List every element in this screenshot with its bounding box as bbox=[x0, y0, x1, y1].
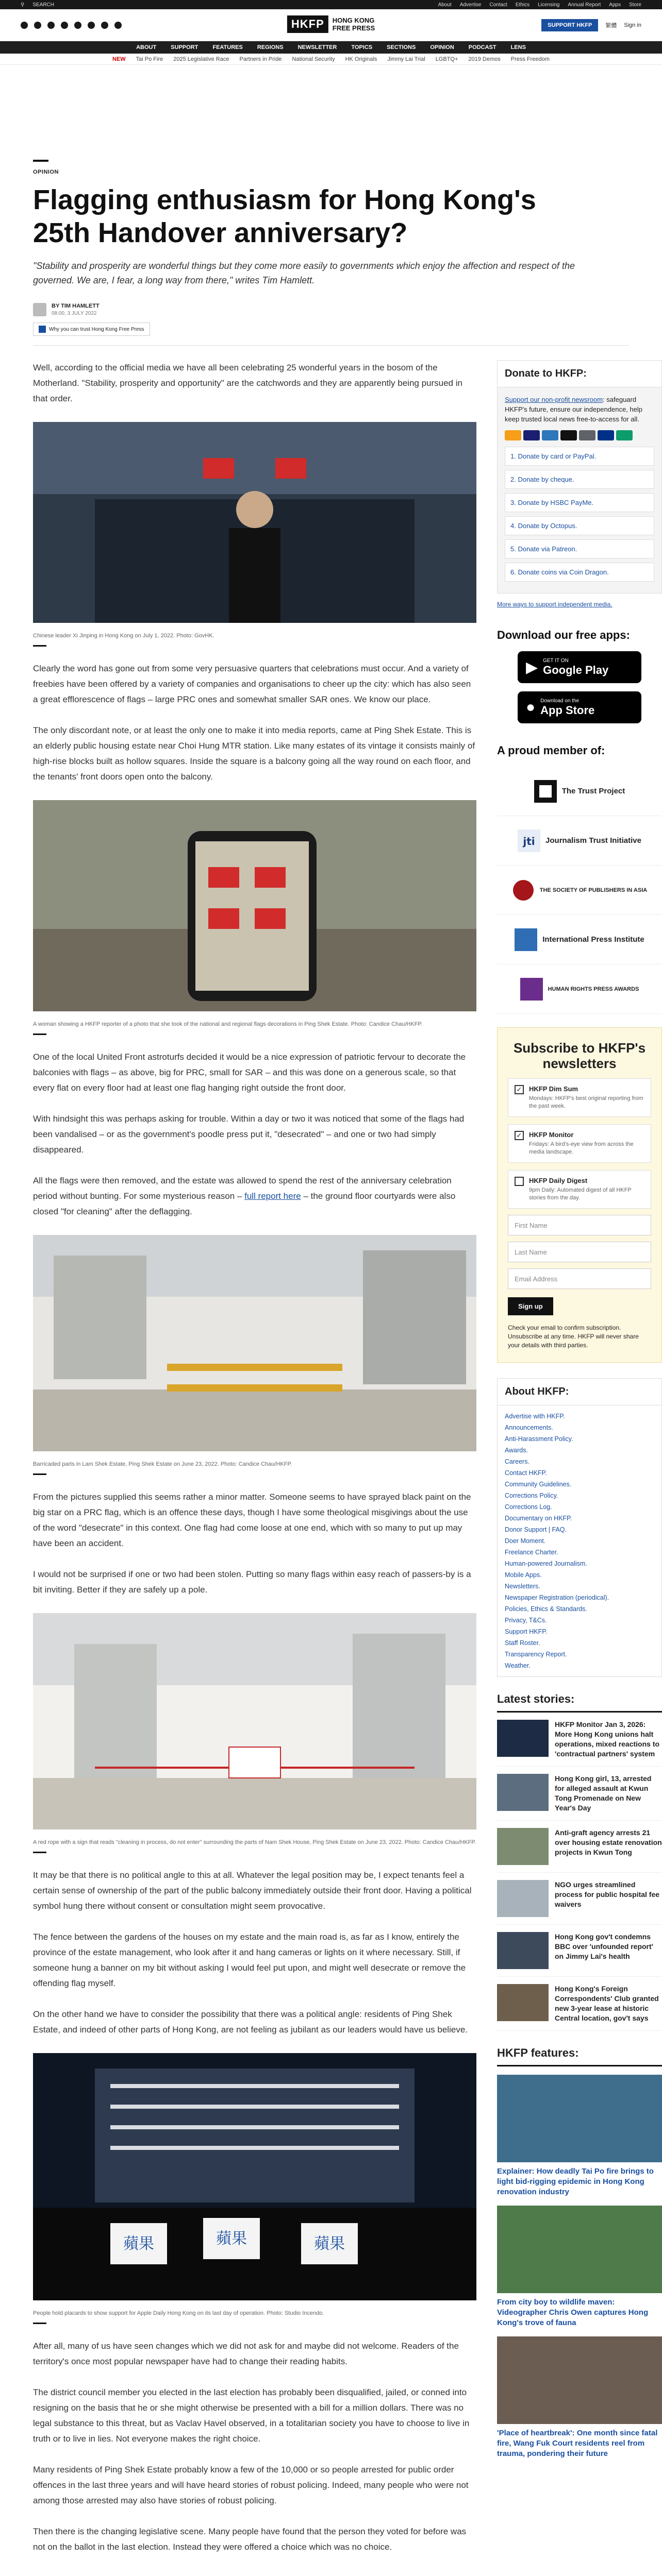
newsletter-title: Subscribe to HKFP's newsletters bbox=[513, 1040, 646, 1071]
latest-story[interactable] bbox=[497, 1767, 662, 1821]
about-link[interactable]: Community Guidelines. bbox=[505, 1481, 572, 1488]
caption-rule bbox=[33, 645, 46, 647]
member-name: HUMAN RIGHTS PRESS AWARDS bbox=[548, 986, 639, 992]
jti-icon bbox=[518, 829, 540, 852]
trending-link[interactable]: Tai Po Fire bbox=[136, 56, 163, 62]
threads-icon[interactable] bbox=[61, 22, 68, 29]
nav-item[interactable]: ABOUT bbox=[136, 44, 157, 50]
nav-item[interactable]: FEATURES bbox=[212, 44, 243, 50]
about-link[interactable]: Support HKFP. bbox=[505, 1628, 548, 1635]
divider bbox=[33, 345, 629, 346]
x-icon[interactable] bbox=[34, 22, 41, 29]
logo-line: FREE PRESS bbox=[332, 24, 375, 32]
telegram-icon[interactable] bbox=[101, 22, 108, 29]
svg-text:jti: jti bbox=[523, 835, 535, 848]
apple-icon: ● bbox=[526, 699, 536, 716]
about-link[interactable]: Contact HKFP. bbox=[505, 1469, 547, 1477]
trust-icon bbox=[39, 326, 46, 333]
member-name: THE SOCIETY OF PUBLISHERS IN ASIA bbox=[539, 887, 648, 893]
signin-link[interactable]: Sign in bbox=[624, 22, 641, 28]
member-name: The Trust Project bbox=[561, 786, 625, 795]
feature-title[interactable]: 'Place of heartbreak': One month since fatal fire, Wang Fuk Court residents reel from trauma, pondering their future bbox=[497, 2429, 658, 2458]
article-standfirst: "Stability and prosperity are wonderful things but they come more easily to governments which enjoy the affection and respect of the governed. We are, I fear, a long way from there," writes Tim Hamlett. bbox=[33, 261, 575, 285]
trending-link[interactable]: Partners in Pride bbox=[239, 56, 282, 62]
trust-badge[interactable] bbox=[33, 323, 150, 336]
trending-link[interactable]: HK Originals bbox=[345, 56, 377, 62]
about-link[interactable]: Careers. bbox=[505, 1458, 529, 1465]
nav-item[interactable]: SUPPORT bbox=[171, 44, 198, 50]
content-area bbox=[0, 360, 662, 2570]
paragraph: On the other hand we have to consider the possibility that there was a political angle: residents of Ping Shek Estate, and indeed of other parts of Hong Kong, are not feeling as jubilant as our leaders would have us believe. bbox=[33, 2009, 468, 2035]
logo-mark: HKFP bbox=[287, 15, 328, 33]
story-title[interactable]: Hong Kong's Foreign Correspondents' Club granted new 3-year lease at historic Central location, gov't says bbox=[555, 1985, 659, 2022]
placard-text: 蘋果 bbox=[123, 2235, 154, 2253]
paragraph: All the flags were then removed, and the estate was allowed to spend the rest of the anniversary celebration period without bunting. For some mysterious reason – full report here – the ground floor courtyards were also closed "for cleaning" after the deflagging. bbox=[33, 1176, 456, 1216]
hrpa-icon bbox=[520, 978, 543, 1001]
option-desc: Fridays: A bird's-eye view from across the media landscape. bbox=[529, 1141, 634, 1155]
donate-text: : safeguard HKFP's future, ensure our independence, help keep trusted local news free-to-access for all. bbox=[505, 396, 642, 423]
donate-option[interactable]: 1. Donate by card or PayPal. bbox=[505, 447, 654, 466]
author-avatar bbox=[33, 303, 46, 316]
search-link[interactable]: SEARCH bbox=[32, 2, 55, 8]
about-link[interactable]: Transparency Report. bbox=[505, 1651, 567, 1658]
topbar-link[interactable]: Contact bbox=[489, 2, 507, 8]
donate-option[interactable]: 3. Donate by HSBC PayMe. bbox=[505, 493, 654, 512]
newsletter-option[interactable] bbox=[508, 1170, 651, 1209]
topbar-link[interactable]: Ethics bbox=[515, 2, 530, 8]
first-name-input[interactable]: First Name bbox=[508, 1215, 651, 1235]
trending-link[interactable]: 2019 Demos bbox=[468, 56, 501, 62]
section-label[interactable]: OPINION bbox=[33, 169, 59, 175]
story-title[interactable]: Hong Kong girl, 13, arrested for alleged assault at Kwun Tong Promenade on New Year's Day bbox=[555, 1774, 652, 1812]
story-title[interactable]: NGO urges streamlined process for public hospital fee waivers bbox=[555, 1880, 660, 1908]
member-logo[interactable] bbox=[497, 964, 662, 1014]
about-link[interactable]: Newspaper Registration (periodical). bbox=[505, 1594, 609, 1601]
article-photo-apple-daily bbox=[33, 2053, 476, 2300]
byline bbox=[33, 303, 629, 316]
latest-story[interactable] bbox=[497, 1873, 662, 1925]
amex-icon bbox=[542, 430, 558, 440]
about-link[interactable]: Announcements. bbox=[505, 1424, 553, 1431]
trending-link[interactable]: 2025 Legislative Race bbox=[173, 56, 229, 62]
member-logo[interactable] bbox=[497, 816, 662, 866]
newsletter-option[interactable] bbox=[508, 1124, 651, 1163]
checkbox[interactable]: ✓ bbox=[515, 1131, 524, 1140]
nav-item[interactable]: REGIONS bbox=[257, 44, 284, 50]
applepay-icon bbox=[560, 430, 577, 440]
story-title[interactable]: Hong Kong gov't condemns BBC over 'unfounded report' on Jimmy Lai's health bbox=[555, 1933, 653, 1960]
feature-image bbox=[497, 2336, 662, 2424]
facebook-icon[interactable] bbox=[21, 22, 28, 29]
store-small: Download on the bbox=[540, 698, 580, 704]
placard-text: 蘋果 bbox=[314, 2235, 345, 2253]
paragraph: The fence between the gardens of the houses on my estate and the main road is, as far as I know, entirely the province of the estate management, who look after it and hang cameras or lights on it where necessary. Still, if someone hung a banner on my bit without asking I would feel put upon, and might well desecrate or remove the offending flag myself. bbox=[33, 1932, 466, 1988]
topbar-link[interactable]: Apps bbox=[609, 2, 621, 8]
feature-title[interactable]: From city boy to wildlife maven: Videographer Chris Owen captures Hong Kong's trove of fauna bbox=[497, 2298, 649, 2327]
google-play-button[interactable] bbox=[518, 651, 641, 683]
language-link[interactable]: 繁體 bbox=[605, 22, 617, 29]
nav-item[interactable]: TOPICS bbox=[351, 44, 373, 50]
caption-rule bbox=[33, 2323, 46, 2324]
checkbox[interactable]: ✓ bbox=[515, 1085, 524, 1094]
features-title: HKFP features: bbox=[497, 2046, 662, 2066]
feature-story[interactable] bbox=[497, 2206, 662, 2328]
donate-link[interactable]: Support our non-profit newsroom bbox=[505, 396, 603, 403]
feature-image bbox=[497, 2075, 662, 2162]
article-photo-xi bbox=[33, 422, 476, 623]
story-title[interactable]: HKFP Monitor Jan 3, 2026: More Hong Kong unions halt operations, mixed reactions to 'contractual partners' system bbox=[555, 1720, 660, 1758]
site-logo[interactable] bbox=[287, 15, 375, 33]
photo-caption: A red rope with a sign that reads "cleaning in process, do not enter" surrounding the parts of Nam Shek House, Ping Shek Estate on June 23, 2022. Photo: Candice Chau/HKFP. bbox=[33, 1839, 476, 1845]
donate-option[interactable]: 2. Donate by cheque. bbox=[505, 470, 654, 489]
trust-label: Why you can trust Hong Kong Free Press bbox=[49, 326, 144, 332]
trending-bar bbox=[0, 54, 662, 65]
topbar-link[interactable]: Advertise bbox=[459, 2, 482, 8]
about-link[interactable]: Privacy, T&Cs. bbox=[505, 1617, 547, 1624]
story-thumbnail bbox=[497, 1932, 549, 1969]
latest-story[interactable] bbox=[497, 1925, 662, 1977]
paragraph: Well, according to the official media we have all been celebrating 25 wonderful years in the bosom of the Motherland. "Stability, prosperity and opportunity" are the catchwords and they are apparently being pursued in that order. bbox=[33, 363, 462, 403]
about-box bbox=[497, 1378, 662, 1677]
donate-box bbox=[497, 360, 662, 594]
topbar-link[interactable]: About bbox=[438, 2, 452, 8]
full-report-link[interactable]: full report here bbox=[244, 1191, 301, 1201]
newsletter-box bbox=[497, 1027, 662, 1363]
about-link[interactable]: Newsletters. bbox=[505, 1583, 540, 1590]
email-input[interactable]: Email Address bbox=[508, 1268, 651, 1289]
latest-story[interactable] bbox=[497, 1977, 662, 2031]
article-body bbox=[33, 360, 476, 2570]
member-name: International Press Institute bbox=[542, 935, 644, 944]
topbar-link[interactable]: Licensing bbox=[538, 2, 560, 8]
linkedin-icon[interactable] bbox=[88, 22, 95, 29]
about-link[interactable]: Corrections Log. bbox=[505, 1503, 552, 1511]
paragraph: Clearly the word has gone out from some very persuasive quarters that celebrations must occur. And a variety of freebies have been offered by a variety of companies and organisations to cheer up the city: which has also seen a great efflorescence of flags – large PRC ones and somewhat smaller SAR ones. We know our place. bbox=[33, 664, 471, 704]
donate-option[interactable]: 6. Donate coins via Coin Dragon. bbox=[505, 563, 654, 582]
about-link[interactable]: Freelance Charter. bbox=[505, 1549, 558, 1556]
sidebar bbox=[497, 360, 662, 2570]
story-title[interactable]: Anti-graft agency arrests 21 over housing estate renovation projects in Kwun Tong bbox=[555, 1828, 662, 1856]
option-desc: 9pm Daily: Automated digest of all HKFP stories from the day. bbox=[529, 1187, 632, 1201]
about-link[interactable]: Awards. bbox=[505, 1447, 528, 1454]
about-link[interactable]: Policies, Ethics & Standards. bbox=[505, 1605, 587, 1613]
youtube-icon[interactable] bbox=[74, 22, 81, 29]
topbar-link[interactable]: Store bbox=[629, 2, 641, 8]
about-link[interactable]: Documentary on HKFP. bbox=[505, 1515, 572, 1522]
paragraph: It may be that there is no political angle to this at all. Whatever the legal position may be, I expect tenants feel a certain sense of ownership of the part of the public balcony immediately outside their front door. Having a political symbol hung there without consent or consultation might seem provocative. bbox=[33, 1870, 472, 1911]
about-link[interactable]: Donor Support | FAQ. bbox=[505, 1526, 567, 1533]
about-title: About HKFP: bbox=[498, 1379, 661, 1405]
about-link[interactable]: Human-powered Journalism. bbox=[505, 1560, 587, 1567]
google-play-icon: ▶ bbox=[526, 658, 538, 676]
about-link[interactable]: Staff Roster. bbox=[505, 1639, 540, 1647]
paypal-icon bbox=[598, 430, 614, 440]
member-logo[interactable] bbox=[497, 915, 662, 964]
latest-story[interactable] bbox=[497, 1821, 662, 1873]
trust-project-icon bbox=[534, 780, 557, 803]
more-ways-link[interactable]: More ways to support independent media. bbox=[497, 601, 613, 608]
placard-text: 蘋果 bbox=[216, 2230, 247, 2248]
mastercard-icon bbox=[505, 430, 521, 440]
photo-caption: Barricaded parts in Lam Shek Estate, Ping Shek Estate on June 23, 2022. Photo: Candice Chau/HKFP. bbox=[33, 1461, 292, 1467]
trending-link[interactable]: National Security bbox=[292, 56, 335, 62]
paragraph: One of the local United Front astroturfs decided it would be a nice expression of patriotic fervour to decorate the balconies with flags – as above, big for PRC, small for SAR – and this was done on a generous scale, so that every flat on every floor had at least one flag hanging right outside the front door. bbox=[33, 1052, 466, 1093]
main-nav bbox=[0, 41, 662, 54]
trending-link[interactable]: Press Freedom bbox=[510, 56, 550, 62]
sopa-icon bbox=[512, 879, 535, 902]
paragraph: Many residents of Ping Shek Estate probably know a few of the 10,000 or so people arrested for public order offences in the last three years and will have heard stories of robust policing. Indeed, many people who were not among those arrested may also have stories of robust policing. bbox=[33, 2465, 469, 2505]
author-name[interactable]: BY TIM HAMLETT bbox=[52, 303, 100, 309]
option-title: HKFP Dim Sum bbox=[529, 1085, 578, 1093]
support-button[interactable]: SUPPORT HKFP bbox=[541, 19, 598, 31]
publish-date: 08:00, 3 JULY 2022 bbox=[52, 311, 97, 316]
nav-item[interactable]: OPINION bbox=[430, 44, 454, 50]
story-thumbnail bbox=[497, 1774, 549, 1811]
paragraph: With hindsight this was perhaps asking for trouble. Within a day or two it was noticed that some of the flags had been vandalised – or as the government's poodle press put it, "desecrated" – and one or two had simply disappeared. bbox=[33, 1114, 465, 1155]
newsletter-note: Check your email to confirm subscription. Unsubscribe at any time. HKFP will never share your details with third parties. bbox=[508, 1324, 639, 1349]
alipay-icon bbox=[616, 430, 633, 440]
article-photo-barricade bbox=[33, 1235, 476, 1451]
newsletter-option[interactable] bbox=[508, 1078, 651, 1117]
about-link[interactable]: Mobile Apps. bbox=[505, 1571, 542, 1579]
photo-caption: Chinese leader Xi Jinping in Hong Kong on July 1, 2022. Photo: GovHK. bbox=[33, 633, 214, 639]
checkbox[interactable] bbox=[515, 1177, 524, 1186]
app-store-button[interactable] bbox=[518, 691, 641, 723]
story-thumbnail bbox=[497, 1880, 549, 1917]
story-thumbnail bbox=[497, 1828, 549, 1865]
nav-item[interactable]: LENS bbox=[510, 44, 526, 50]
member-logo[interactable] bbox=[497, 866, 662, 915]
donate-option[interactable]: 4. Donate by Octopus. bbox=[505, 516, 654, 535]
store-small: GET IT ON bbox=[543, 657, 569, 664]
about-link[interactable]: Advertise with HKFP. bbox=[505, 1413, 565, 1420]
rss-icon[interactable] bbox=[114, 22, 122, 29]
logo-line: HONG KONG bbox=[332, 16, 375, 24]
payment-icons bbox=[505, 430, 654, 440]
story-thumbnail bbox=[497, 1720, 549, 1757]
article-photo-rope bbox=[33, 1613, 476, 1829]
about-link[interactable]: Weather. bbox=[505, 1662, 531, 1669]
caption-rule bbox=[33, 1852, 46, 1853]
paragraph: After all, many of us have seen changes which we did not ask for and maybe did not welcome. Readers of the territory's once most popular newspaper have had to change their reading habits. bbox=[33, 2341, 459, 2366]
nav-item[interactable]: NEWSLETTER bbox=[297, 44, 337, 50]
option-title: HKFP Monitor bbox=[529, 1131, 574, 1139]
instagram-icon[interactable] bbox=[47, 22, 55, 29]
donate-title: Donate to HKFP: bbox=[498, 361, 661, 387]
paragraph: Then there is the changing legislative scene. Many people have found that the person they voted for before was not on the ballot in the last election. Instead they were offered a choice which was no choice. bbox=[33, 2527, 467, 2552]
apps-title: Download our free apps: bbox=[497, 629, 630, 641]
caption-rule bbox=[33, 1473, 46, 1475]
nav-item[interactable]: PODCAST bbox=[468, 44, 496, 50]
article-photo-phone bbox=[33, 800, 476, 1011]
donate-option[interactable]: 5. Donate via Patreon. bbox=[505, 539, 654, 558]
googlepay-icon bbox=[579, 430, 595, 440]
feature-story[interactable] bbox=[497, 2336, 662, 2459]
section-rule bbox=[33, 160, 48, 162]
about-link[interactable]: Corrections Policy. bbox=[505, 1492, 558, 1499]
paragraph: The only discordant note, or at least the only one to make it into media reports, came at Ping Shek Estate. This is an elderly public housing estate near Choi Hung MTR station. Like many estates of its vintage it consists mainly of high-rise blocks built as hollow squares. Inside the square is a balcony going all the way round on each floor, and the tenants' front doors open onto the balcony. bbox=[33, 725, 475, 782]
option-title: HKFP Daily Digest bbox=[529, 1177, 588, 1184]
about-link[interactable]: Doer Moment. bbox=[505, 1537, 546, 1545]
nav-item[interactable]: SECTIONS bbox=[387, 44, 416, 50]
article-title: Flagging enthusiasm for Hong Kong's 25th Handover anniversary? bbox=[33, 184, 536, 248]
paragraph: The district council member you elected in the last election has probably been disqualified, jailed, or conned into resigning on the basis that he or she might otherwise be presented with a bill for a million dollars. There was no legal substance to this threat, but as Vaclav Havel observed, in a totalitarian society you have to choose to live in truth or to live in lies. Not everyone makes the right choice. bbox=[33, 2387, 470, 2444]
photo-caption: People hold placards to show support for Apple Daily Hong Kong on its last day of operation. Photo: Studio Incendo. bbox=[33, 2310, 324, 2316]
top-utility-bar bbox=[0, 0, 662, 9]
signup-button[interactable]: Sign up bbox=[508, 1297, 553, 1315]
about-link[interactable]: Anti-Harassment Policy. bbox=[505, 1435, 573, 1443]
paragraph: I would not be surprised if one or two had been stolen. Putting so many flags within easy reach of passers-by is a bit inviting. Better if they are safely up a pole. bbox=[33, 1569, 471, 1595]
trending-link[interactable]: LGBTQ+ bbox=[435, 56, 458, 62]
masthead bbox=[0, 9, 662, 41]
feature-title[interactable]: Explainer: How deadly Tai Po fire brings to light bid-rigging epidemic in Hong Kong renovation industry bbox=[497, 2167, 654, 2196]
feature-image bbox=[497, 2206, 662, 2293]
social-icons bbox=[21, 22, 122, 29]
story-thumbnail bbox=[497, 1984, 549, 2021]
last-name-input[interactable]: Last Name bbox=[508, 1242, 651, 1262]
latest-story[interactable] bbox=[497, 1713, 662, 1767]
trending-label: NEW bbox=[112, 56, 126, 62]
feature-story[interactable] bbox=[497, 2075, 662, 2197]
topbar-link[interactable]: Annual Report bbox=[568, 2, 601, 8]
visa-icon bbox=[523, 430, 540, 440]
trending-link[interactable]: Jimmy Lai Trial bbox=[387, 56, 425, 62]
member-logo[interactable] bbox=[497, 767, 662, 816]
caption-rule bbox=[33, 1033, 46, 1035]
member-title: A proud member of: bbox=[497, 744, 605, 757]
latest-title: Latest stories: bbox=[497, 1692, 662, 1713]
store-large: App Store bbox=[540, 703, 595, 717]
paragraph: From the pictures supplied this seems rather a minor matter. Someone seems to have sprayed black paint on the big star on a PRC flag, which is an offence these days, though I have some theological misgivings about the use of the word "desecrate" in this context. One flag had come loose at one end, which with so many to put up may have been an accident. bbox=[33, 1492, 471, 1548]
member-name: Journalism Trust Initiative bbox=[545, 836, 641, 845]
ipi-icon bbox=[515, 928, 537, 951]
store-large: Google Play bbox=[543, 663, 609, 676]
article-header bbox=[0, 160, 662, 346]
photo-caption: A woman showing a HKFP reporter of a photo that she took of the national and regional flags decorations in Ping Shek Estate. Photo: Candice Chau/HKFP. bbox=[33, 1021, 423, 1027]
search-icon[interactable]: ⚲ bbox=[21, 2, 25, 8]
option-desc: Mondays: HKFP's best original reporting from the past week. bbox=[529, 1095, 643, 1109]
